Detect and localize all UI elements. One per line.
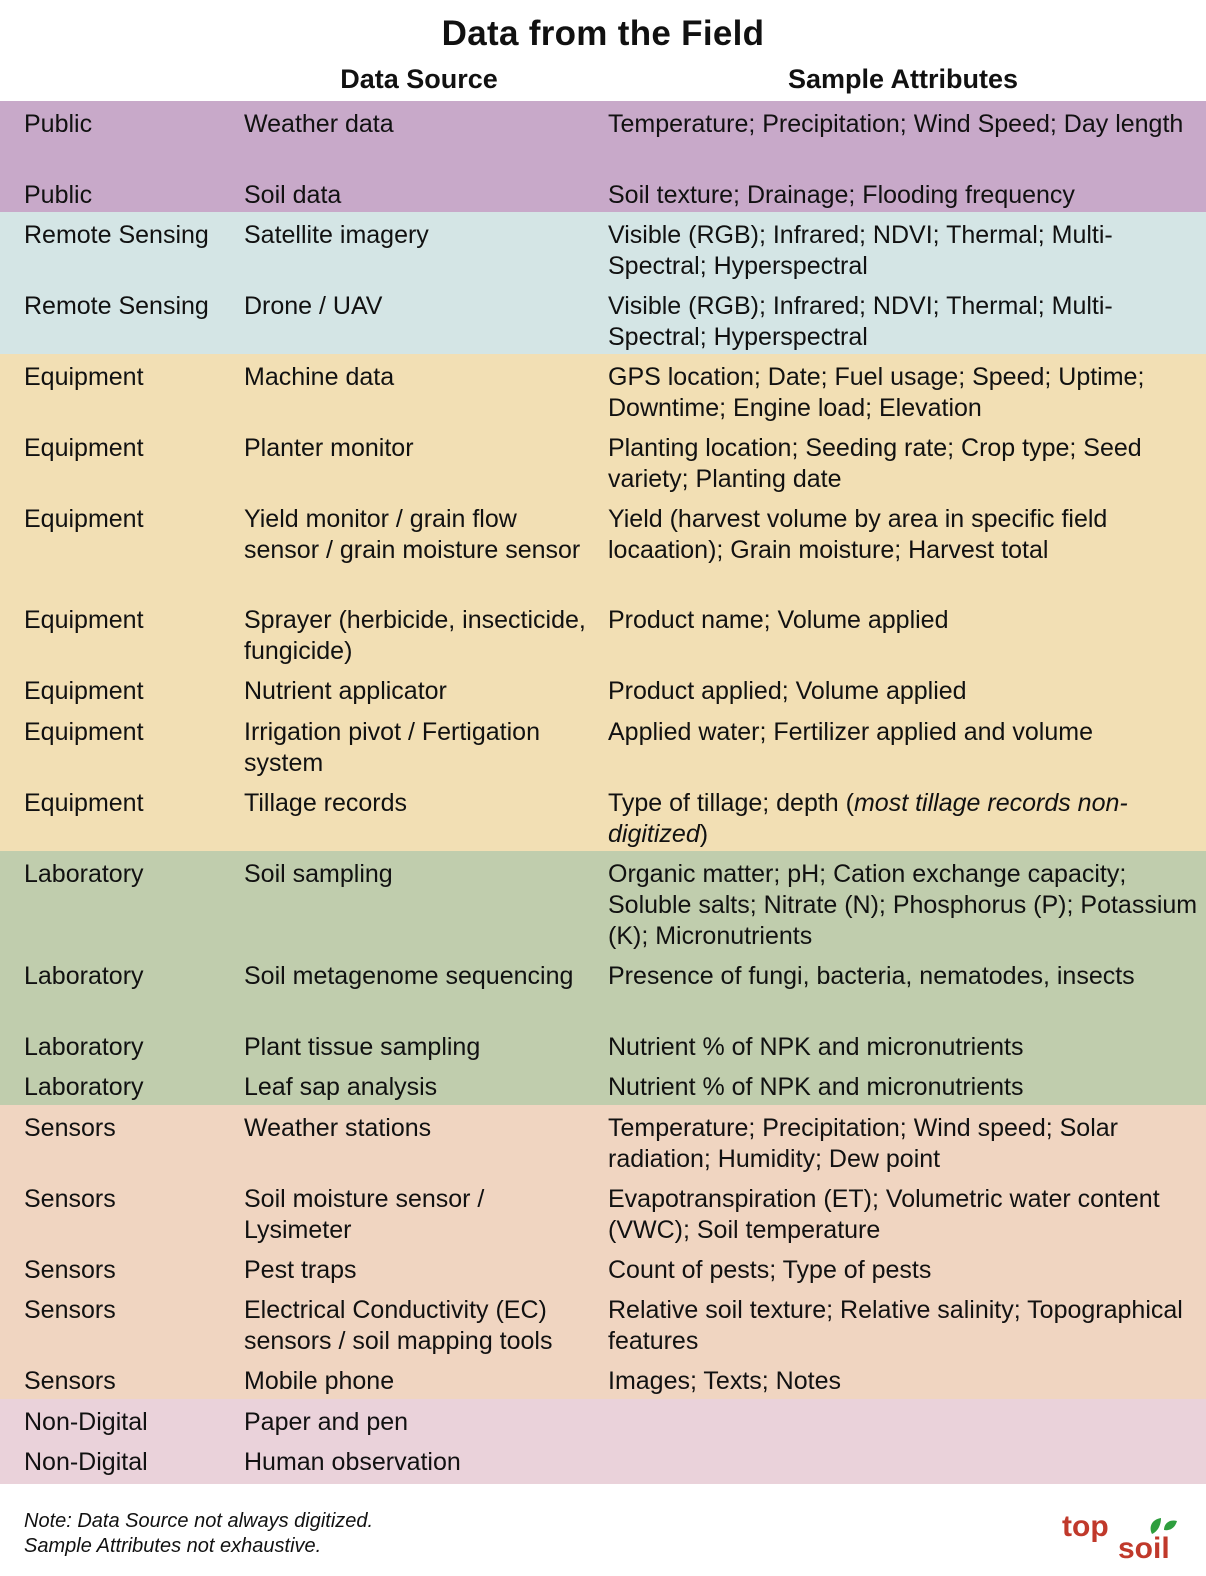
row-category: Sensors (24, 1256, 116, 1284)
row-category: Laboratory (24, 962, 144, 990)
row-data-source: Electrical Conductivity (EC) sensors / soil mapping tools (244, 1296, 553, 1355)
row-sample-attributes: Count of pests; Type of pests (608, 1256, 932, 1284)
row-data-source: Sprayer (herbicide, insecticide, fungicide) (244, 606, 586, 665)
row-sample-attributes: Evapotranspiration (ET); Volumetric water content (VWC); Soil temperature (608, 1185, 1160, 1244)
row-category: Laboratory (24, 860, 144, 888)
row-category: Sensors (24, 1296, 116, 1324)
attributes-italic-note: most tillage records non-digitized (608, 789, 1128, 848)
row-data-source: Soil data (244, 181, 342, 209)
row-data-source: Satellite imagery (244, 221, 429, 249)
row-category: Remote Sensing (24, 221, 209, 249)
row-category: Non-Digital (24, 1408, 148, 1436)
row-data-source: Mobile phone (244, 1367, 395, 1395)
row-data-source: Yield monitor / grain flow sensor / grain moisture sensor (244, 505, 581, 564)
row-category: Sensors (24, 1367, 116, 1395)
table-row (0, 953, 1206, 1024)
table-row (0, 668, 1206, 709)
row-sample-attributes: Nutrient % of NPK and micronutrients (608, 1073, 1024, 1101)
table-row (0, 780, 1206, 851)
table-row (0, 1247, 1206, 1287)
table-row (0, 1105, 1206, 1176)
table-row (0, 1064, 1206, 1105)
topsoil-logo (1060, 1506, 1190, 1566)
footnote (24, 1509, 373, 1559)
row-data-source: Planter monitor (244, 434, 414, 462)
attributes-text-end: ) (699, 820, 709, 848)
row-sample-attributes: Product name; Volume applied (608, 606, 949, 634)
row-sample-attributes: Yield (harvest volume by area in specific field locaation); Grain moisture; Harvest total (608, 505, 1108, 564)
table-row (0, 851, 1206, 953)
row-category: Laboratory (24, 1033, 144, 1061)
row-sample-attributes: Product applied; Volume applied (608, 677, 967, 705)
row-sample-attributes: Presence of fungi, bacteria, nematodes, insects (608, 962, 1135, 990)
row-data-source: Pest traps (244, 1256, 357, 1284)
row-category: Equipment (24, 434, 144, 462)
header-sample-attributes: Sample Attributes (787, 64, 1019, 94)
table-row (0, 1439, 1206, 1484)
row-sample-attributes: Visible (RGB); Infrared; NDVI; Thermal; Multi-Spectral; Hyperspectral (608, 221, 1113, 280)
row-data-source: Paper and pen (244, 1408, 409, 1436)
row-category: Non-Digital (24, 1448, 148, 1476)
row-data-source: Soil sampling (244, 860, 393, 888)
row-data-source: Soil moisture sensor / Lysimeter (244, 1185, 485, 1244)
row-sample-attributes: Temperature; Precipitation; Wind speed; Solar radiation; Humidity; Dew point (608, 1114, 1118, 1173)
header-data-source: Data Source (340, 64, 498, 94)
row-category: Public (24, 110, 93, 138)
row-data-source: Weather data (244, 110, 394, 138)
table-row (0, 1399, 1206, 1439)
footnote-line-1: Note: Data Source not always digitized. (24, 1510, 374, 1532)
row-sample-attributes: Relative soil texture; Relative salinity; Topographical features (608, 1296, 1183, 1355)
row-data-source: Nutrient applicator (244, 677, 447, 705)
row-sample-attributes: Organic matter; pH; Cation exchange capacity; Soluble salts; Nitrate (N); Phosphorus (P); Potassium (K); Micronutrients (608, 860, 1198, 950)
table-row (0, 354, 1206, 425)
row-data-source: Human observation (244, 1448, 461, 1476)
table-row (0, 709, 1206, 780)
row-category: Equipment (24, 606, 144, 634)
table-row (0, 172, 1206, 212)
row-sample-attributes: Soil texture; Drainage; Flooding frequency (608, 181, 1075, 209)
row-category: Sensors (24, 1114, 116, 1142)
table-row (0, 425, 1206, 496)
table-row (0, 1358, 1206, 1399)
table-row (0, 1024, 1206, 1064)
table-row (0, 101, 1206, 172)
table-row (0, 1176, 1206, 1247)
row-category: Remote Sensing (24, 292, 209, 320)
table-row (0, 496, 1206, 597)
logo-text-top: top (1062, 1510, 1109, 1543)
row-category: Sensors (24, 1185, 116, 1213)
page-title: Data from the Field (441, 14, 765, 53)
row-data-source: Leaf sap analysis (244, 1073, 438, 1101)
row-category: Public (24, 181, 93, 209)
row-sample-attributes: Images; Texts; Notes (608, 1367, 841, 1395)
row-sample-attributes: GPS location; Date; Fuel usage; Speed; Uptime; Downtime; Engine load; Elevation (608, 363, 1145, 422)
row-sample-attributes: Visible (RGB); Infrared; NDVI; Thermal; Multi-Spectral; Hyperspectral (608, 292, 1113, 351)
footnote-line-2: Sample Attributes not exhaustive. (24, 1535, 322, 1557)
row-category: Equipment (24, 505, 144, 533)
table-row (0, 212, 1206, 283)
row-sample-attributes: Temperature; Precipitation; Wind Speed; Day length (608, 110, 1184, 138)
row-data-source: Drone / UAV (244, 292, 383, 320)
row-data-source: Soil metagenome sequencing (244, 962, 574, 990)
table-row (0, 283, 1206, 354)
logo-text-soil: soil (1118, 1532, 1170, 1565)
row-sample-attributes: Applied water; Fertilizer applied and volume (608, 718, 1093, 746)
row-data-source: Tillage records (244, 789, 408, 817)
table-row (0, 1287, 1206, 1358)
row-category: Equipment (24, 718, 144, 746)
row-category: Equipment (24, 789, 144, 817)
row-data-source: Irrigation pivot / Fertigation system (244, 718, 540, 777)
attributes-text: Type of tillage; depth ( (608, 789, 854, 817)
row-category: Laboratory (24, 1073, 144, 1101)
table-row (0, 597, 1206, 668)
row-data-source: Machine data (244, 363, 395, 391)
row-category: Equipment (24, 677, 144, 705)
row-category: Equipment (24, 363, 144, 391)
column-headers (0, 64, 1206, 98)
row-data-source: Weather stations (244, 1114, 432, 1142)
row-sample-attributes: Nutrient % of NPK and micronutrients (608, 1033, 1024, 1061)
row-data-source: Plant tissue sampling (244, 1033, 481, 1061)
row-sample-attributes: Planting location; Seeding rate; Crop type; Seed variety; Planting date (608, 434, 1142, 493)
row-sample-attributes (608, 788, 1198, 850)
